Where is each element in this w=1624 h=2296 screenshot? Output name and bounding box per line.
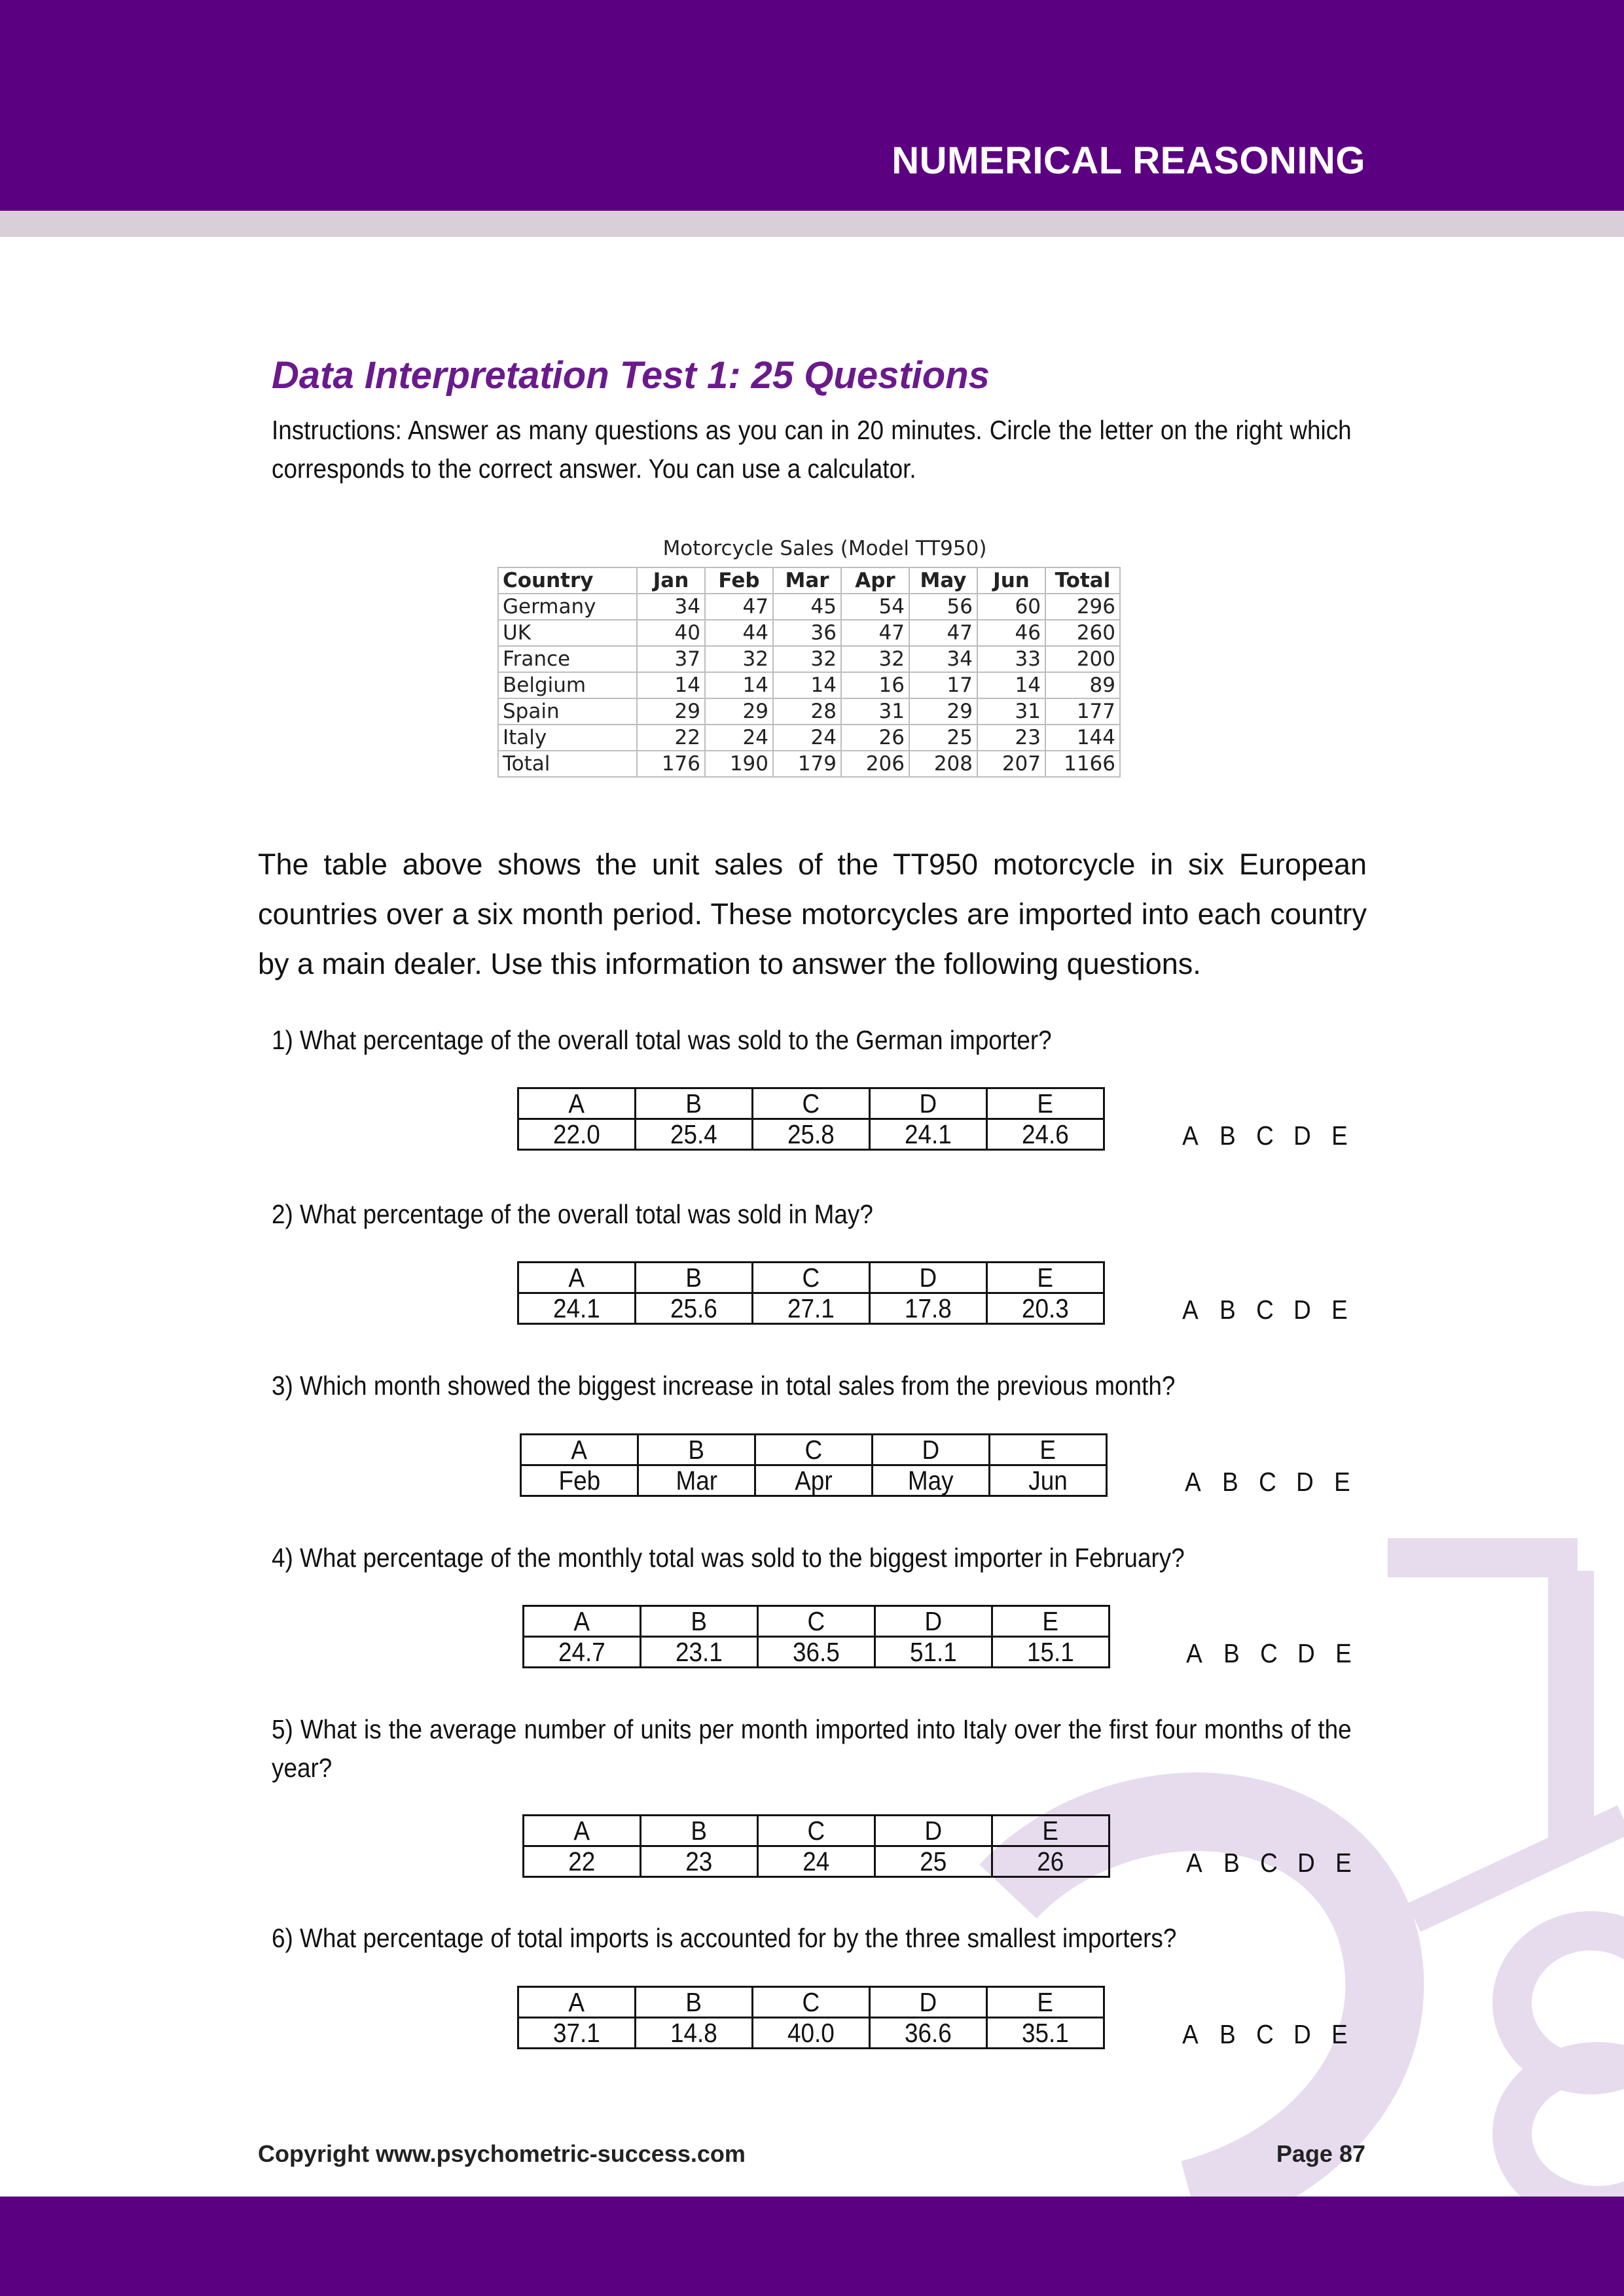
- header-band: [0, 0, 1624, 211]
- options-table-5: [522, 1814, 1110, 1878]
- answer-choice-b[interactable]: B: [1219, 1121, 1236, 1151]
- question-text: 4) What percentage of the monthly total was sold to the biggest importer in February?: [272, 1543, 1185, 1573]
- table-cell: 45: [773, 594, 841, 620]
- option-value: 25: [875, 1846, 992, 1877]
- column-header: Feb: [705, 567, 773, 594]
- option-letter: E: [990, 1435, 1107, 1465]
- answer-choice-d[interactable]: D: [1297, 1848, 1315, 1878]
- table-cell: 29: [909, 698, 977, 725]
- page-number: Page 87: [1276, 2140, 1365, 2167]
- table-cell: 24: [705, 725, 773, 751]
- option-value: 25.4: [636, 1119, 753, 1150]
- table-cell: 25: [909, 725, 977, 751]
- option-letter: C: [758, 1606, 875, 1637]
- answer-choice-c[interactable]: C: [1259, 1467, 1276, 1497]
- answer-choice-b[interactable]: B: [1219, 1295, 1236, 1325]
- option-value: 24: [758, 1846, 875, 1877]
- option-letter: E: [987, 1987, 1104, 2018]
- option-letter: C: [753, 1987, 870, 2018]
- table-cell: 144: [1045, 725, 1120, 751]
- table-row: [498, 646, 1120, 672]
- table-cell: 190: [705, 751, 773, 777]
- table-cell: 60: [977, 594, 1045, 620]
- copyright-text: Copyright www.psychometric-success.com: [258, 2140, 746, 2167]
- column-header: May: [909, 567, 977, 594]
- table-cell: 260: [1045, 620, 1120, 646]
- option-value: 24.1: [870, 1119, 987, 1150]
- answer-choices-2: [1172, 1295, 1358, 1325]
- option-letter: B: [636, 1263, 753, 1293]
- answer-choice-c[interactable]: C: [1256, 2019, 1274, 2049]
- answer-choice-d[interactable]: D: [1296, 1467, 1314, 1497]
- option-letter: B: [638, 1435, 755, 1465]
- answer-choice-e[interactable]: E: [1331, 1295, 1348, 1325]
- option-value: 27.1: [753, 1293, 870, 1324]
- section-title: NUMERICAL REASONING: [892, 139, 1365, 182]
- option-value: 24.7: [524, 1637, 641, 1668]
- table-cell: 208: [909, 751, 977, 777]
- answer-choices-1: [1172, 1121, 1358, 1151]
- table-cell: 47: [841, 620, 909, 646]
- question-text: 1) What percentage of the overall total was sold to the German importer?: [272, 1025, 1052, 1055]
- footer-band: [0, 2197, 1624, 2296]
- table-cell: 207: [977, 751, 1045, 777]
- table-cell: Italy: [498, 725, 637, 751]
- intro-paragraph: The table above shows the unit sales of the TT950 motorcycle in six European countries over a six month period. These motorcycles are imported into each country by a main dealer. Use this information to answer the following questions.: [258, 848, 1367, 980]
- option-value: 17.8: [870, 1293, 987, 1324]
- table-cell: 32: [705, 646, 773, 672]
- table-cell: 47: [909, 620, 977, 646]
- table-row: [498, 594, 1120, 620]
- table-cell: 46: [977, 620, 1045, 646]
- column-header: Mar: [773, 567, 841, 594]
- option-letter: B: [641, 1606, 758, 1637]
- option-letter: C: [758, 1816, 875, 1846]
- column-header: Apr: [841, 567, 909, 594]
- option-letter: B: [641, 1816, 758, 1846]
- answer-choice-c[interactable]: C: [1260, 1848, 1278, 1878]
- option-letter: A: [518, 1263, 636, 1293]
- table-cell: 14: [977, 672, 1045, 698]
- answer-choice-d[interactable]: D: [1297, 1638, 1315, 1668]
- option-letter: E: [987, 1088, 1104, 1119]
- table-cell: 34: [637, 594, 705, 620]
- answer-choice-a[interactable]: A: [1182, 2019, 1199, 2049]
- table-cell: 24: [773, 725, 841, 751]
- answer-choice-d[interactable]: D: [1293, 2019, 1311, 2049]
- table-cell: 32: [841, 646, 909, 672]
- option-letter: A: [524, 1606, 641, 1637]
- answer-choice-e[interactable]: E: [1334, 1467, 1350, 1497]
- option-value: 35.1: [987, 2018, 1104, 2049]
- option-letter: D: [870, 1263, 987, 1293]
- option-value: 51.1: [875, 1637, 992, 1668]
- table-cell: 14: [773, 672, 841, 698]
- table-cell: 22: [637, 725, 705, 751]
- question-text: 6) What percentage of total imports is accounted for by the three smallest importers?: [272, 1923, 1177, 1953]
- option-letter: D: [875, 1606, 992, 1637]
- option-value: 25.8: [753, 1119, 870, 1150]
- answer-choice-b[interactable]: B: [1223, 1638, 1240, 1668]
- column-header: Jun: [977, 567, 1045, 594]
- options-table-1: [517, 1087, 1105, 1151]
- option-letter: A: [521, 1435, 638, 1465]
- answer-choice-d[interactable]: D: [1293, 1121, 1311, 1151]
- option-letter: E: [992, 1816, 1110, 1846]
- option-letter: B: [636, 1088, 753, 1119]
- test-title: Data Interpretation Test 1: 25 Questions: [272, 354, 990, 397]
- option-letter: D: [870, 1987, 987, 2018]
- header-stripe: [0, 211, 1624, 237]
- answer-choices-4: [1176, 1638, 1362, 1669]
- table-row: [498, 725, 1120, 751]
- table-cell: 44: [705, 620, 773, 646]
- options-table-2: [517, 1261, 1105, 1325]
- option-letter: E: [987, 1263, 1104, 1293]
- option-value: 23: [641, 1846, 758, 1877]
- table-cell: France: [498, 646, 637, 672]
- question-3: [272, 1367, 1352, 1405]
- table-cell: 200: [1045, 646, 1120, 672]
- answer-choice-a[interactable]: A: [1182, 1295, 1199, 1325]
- option-letter: A: [524, 1816, 641, 1846]
- table-cell: 28: [773, 698, 841, 725]
- table-cell: 179: [773, 751, 841, 777]
- table-total-row: [498, 751, 1120, 777]
- table-row: [498, 698, 1120, 725]
- option-letter: C: [753, 1088, 870, 1119]
- option-value: Apr: [755, 1465, 873, 1496]
- option-value: 40.0: [753, 2018, 870, 2049]
- table-cell: 32: [773, 646, 841, 672]
- table-cell: 1166: [1045, 751, 1120, 777]
- answer-choice-b[interactable]: B: [1223, 1848, 1240, 1878]
- answer-choice-a[interactable]: A: [1186, 1848, 1202, 1878]
- sales-table: [497, 567, 1121, 778]
- answer-choice-b[interactable]: B: [1222, 1467, 1238, 1497]
- option-value: 22: [524, 1846, 641, 1877]
- instructions-text: Instructions: Answer as many questions as you can in 20 minutes. Circle the letter on the right which corresponds to the correct answer. You can use a calculator.: [272, 415, 1352, 484]
- table-cell: 31: [977, 698, 1045, 725]
- option-value: 24.6: [987, 1119, 1104, 1150]
- option-value: 15.1: [992, 1637, 1110, 1668]
- table-cell: Germany: [498, 594, 637, 620]
- table-cell: 40: [637, 620, 705, 646]
- option-letter: D: [870, 1088, 987, 1119]
- table-cell: 206: [841, 751, 909, 777]
- table-cell: 176: [637, 751, 705, 777]
- option-value: Jun: [990, 1465, 1107, 1496]
- answer-choice-d[interactable]: D: [1293, 1295, 1311, 1325]
- table-cell: Belgium: [498, 672, 637, 698]
- table-cell: 17: [909, 672, 977, 698]
- option-value: Mar: [638, 1465, 755, 1496]
- table-cell: 31: [841, 698, 909, 725]
- table-cell: 29: [705, 698, 773, 725]
- option-value: 36.5: [758, 1637, 875, 1668]
- answer-choices-3: [1174, 1467, 1361, 1498]
- answer-choice-c[interactable]: C: [1256, 1121, 1274, 1151]
- answer-choice-e[interactable]: E: [1331, 1121, 1348, 1151]
- option-value: 24.1: [518, 1293, 636, 1324]
- question-6: [272, 1919, 1352, 1958]
- option-value: 20.3: [987, 1293, 1104, 1324]
- answer-choice-a[interactable]: A: [1186, 1638, 1202, 1668]
- option-letter: C: [753, 1263, 870, 1293]
- table-cell: 14: [637, 672, 705, 698]
- question-text: 3) Which month showed the biggest increase in total sales from the previous month?: [272, 1371, 1176, 1401]
- table-cell: 23: [977, 725, 1045, 751]
- option-letter: D: [873, 1435, 990, 1465]
- table-cell: 33: [977, 646, 1045, 672]
- table-cell: 37: [637, 646, 705, 672]
- option-letter: D: [875, 1816, 992, 1846]
- table-cell: 34: [909, 646, 977, 672]
- answer-choice-b[interactable]: B: [1219, 2019, 1236, 2049]
- option-letter: A: [518, 1987, 636, 2018]
- column-header: Jan: [637, 567, 705, 594]
- option-value: Feb: [521, 1465, 638, 1496]
- table-cell: 16: [841, 672, 909, 698]
- table-cell: 296: [1045, 594, 1120, 620]
- question-text: 2) What percentage of the overall total was sold in May?: [272, 1199, 873, 1229]
- answer-choice-e[interactable]: E: [1335, 1848, 1352, 1878]
- question-4: [272, 1539, 1352, 1577]
- option-letter: C: [755, 1435, 873, 1465]
- answer-choice-a[interactable]: A: [1182, 1121, 1199, 1151]
- option-value: 36.6: [870, 2018, 987, 2049]
- column-header: Total: [1045, 567, 1120, 594]
- question-5: [272, 1710, 1352, 1787]
- options-table-4: [522, 1605, 1110, 1668]
- column-header: Country: [498, 567, 637, 594]
- answer-choice-c[interactable]: C: [1256, 1295, 1274, 1325]
- option-value: 14.8: [636, 2018, 753, 2049]
- table-cell: 89: [1045, 672, 1120, 698]
- option-value: May: [873, 1465, 990, 1496]
- table-cell: Total: [498, 751, 637, 777]
- table-cell: 26: [841, 725, 909, 751]
- question-1: [272, 1021, 1352, 1060]
- table-cell: UK: [498, 620, 637, 646]
- option-value: 23.1: [641, 1637, 758, 1668]
- table-header-row: [498, 567, 1120, 594]
- answer-choice-a[interactable]: A: [1185, 1467, 1201, 1497]
- table-cell: 177: [1045, 698, 1120, 725]
- option-letter: A: [518, 1088, 636, 1119]
- table-cell: 54: [841, 594, 909, 620]
- option-letter: B: [636, 1987, 753, 2018]
- table-row: [498, 620, 1120, 646]
- option-value: 25.6: [636, 1293, 753, 1324]
- option-value: 37.1: [518, 2018, 636, 2049]
- options-table-6: [517, 1986, 1105, 2049]
- option-letter: E: [992, 1606, 1110, 1637]
- option-value: 26: [992, 1846, 1110, 1877]
- answer-choice-c[interactable]: C: [1260, 1638, 1278, 1668]
- table-cell: 14: [705, 672, 773, 698]
- table-cell: 36: [773, 620, 841, 646]
- table-caption: Motorcycle Sales (Model TT950): [662, 537, 987, 560]
- question-text: 5) What is the average number of units per month imported into Italy over the first four months of the year?: [272, 1714, 1352, 1783]
- question-2: [272, 1195, 1352, 1234]
- table-cell: Spain: [498, 698, 637, 725]
- options-table-3: [520, 1433, 1108, 1497]
- table-cell: 47: [705, 594, 773, 620]
- table-cell: 29: [637, 698, 705, 725]
- answer-choice-e[interactable]: E: [1335, 1638, 1352, 1668]
- answer-choices-5: [1176, 1848, 1362, 1878]
- answer-choice-e[interactable]: E: [1331, 2019, 1348, 2049]
- answer-choices-6: [1172, 2019, 1358, 2050]
- table-row: [498, 672, 1120, 698]
- option-value: 22.0: [518, 1119, 636, 1150]
- table-cell: 56: [909, 594, 977, 620]
